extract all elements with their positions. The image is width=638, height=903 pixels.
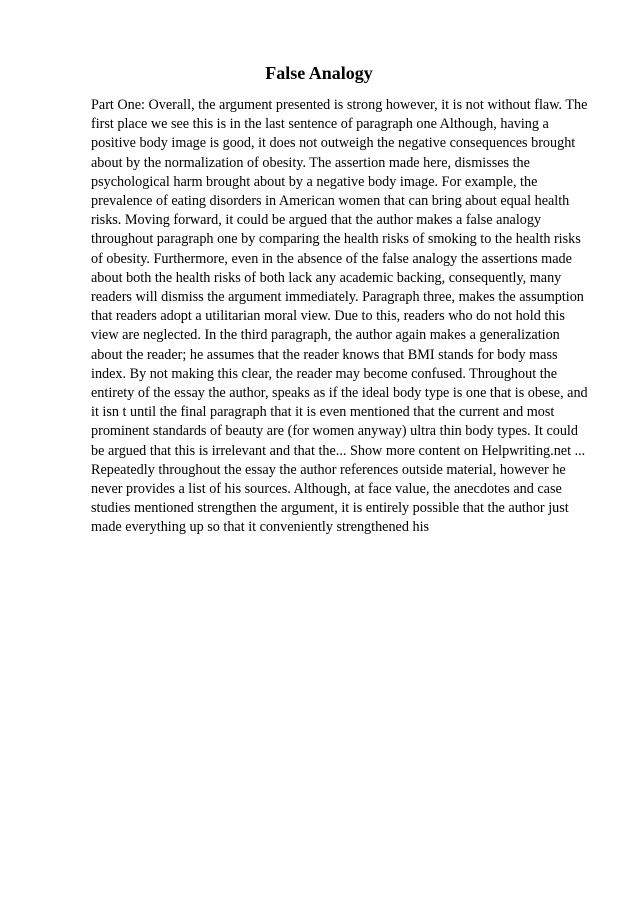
paragraph-1: Part One: Overall, the argument presented is strong however, it is not without flaw. The first place we see this is in the last sentence of paragraph one Although, having a positive body image is good, it does not outweigh the negative consequences brought about by the normalization of obesity. The assertion made here, dismisses the psychological harm brought about by a negative body image. For example, the prevalence of eating disorders in American women that can bring about equal health risks. Moving forward, it could be argued that the author makes a false analogy throughout paragraph one by comparing the health risks of smoking to the health risks of obesity. Furthermore, even in the absence of the false analogy the assertions made about both the health risks of both lack any academic backing, consequently, many readers will dismiss the argument immediately. Paragraph three, makes the assumption that readers adopt a utilitarian moral view. Due to this, readers who do not hold this view are neglected. In the third paragraph, the author again makes a generalization about the reader; he assumes that the reader knows that BMI stands for body mass index. By not making this clear, the reader may become confused. Throughout the entirety of the essay the author, speaks as if the ideal body type is one that is obese, and it isn t until the final paragraph that it is even mentioned that the current and most prominent standards of beauty are (for women anyway) ultra thin body types. It could be argued that this is irrelevant and that the... Show more content on Helpwriting.net ...	[91, 97, 588, 459]
document-body	[91, 96, 591, 538]
paragraph-2: Repeatedly throughout the essay the author references outside material, however he never provides a list of his sources. Although, at face value, the anecdotes and case studies mentioned strengthen the argument, it is entirely possible that the author just made everything up so that it conveniently strengthened his	[91, 461, 569, 536]
document-title: False Analogy	[265, 63, 373, 83]
